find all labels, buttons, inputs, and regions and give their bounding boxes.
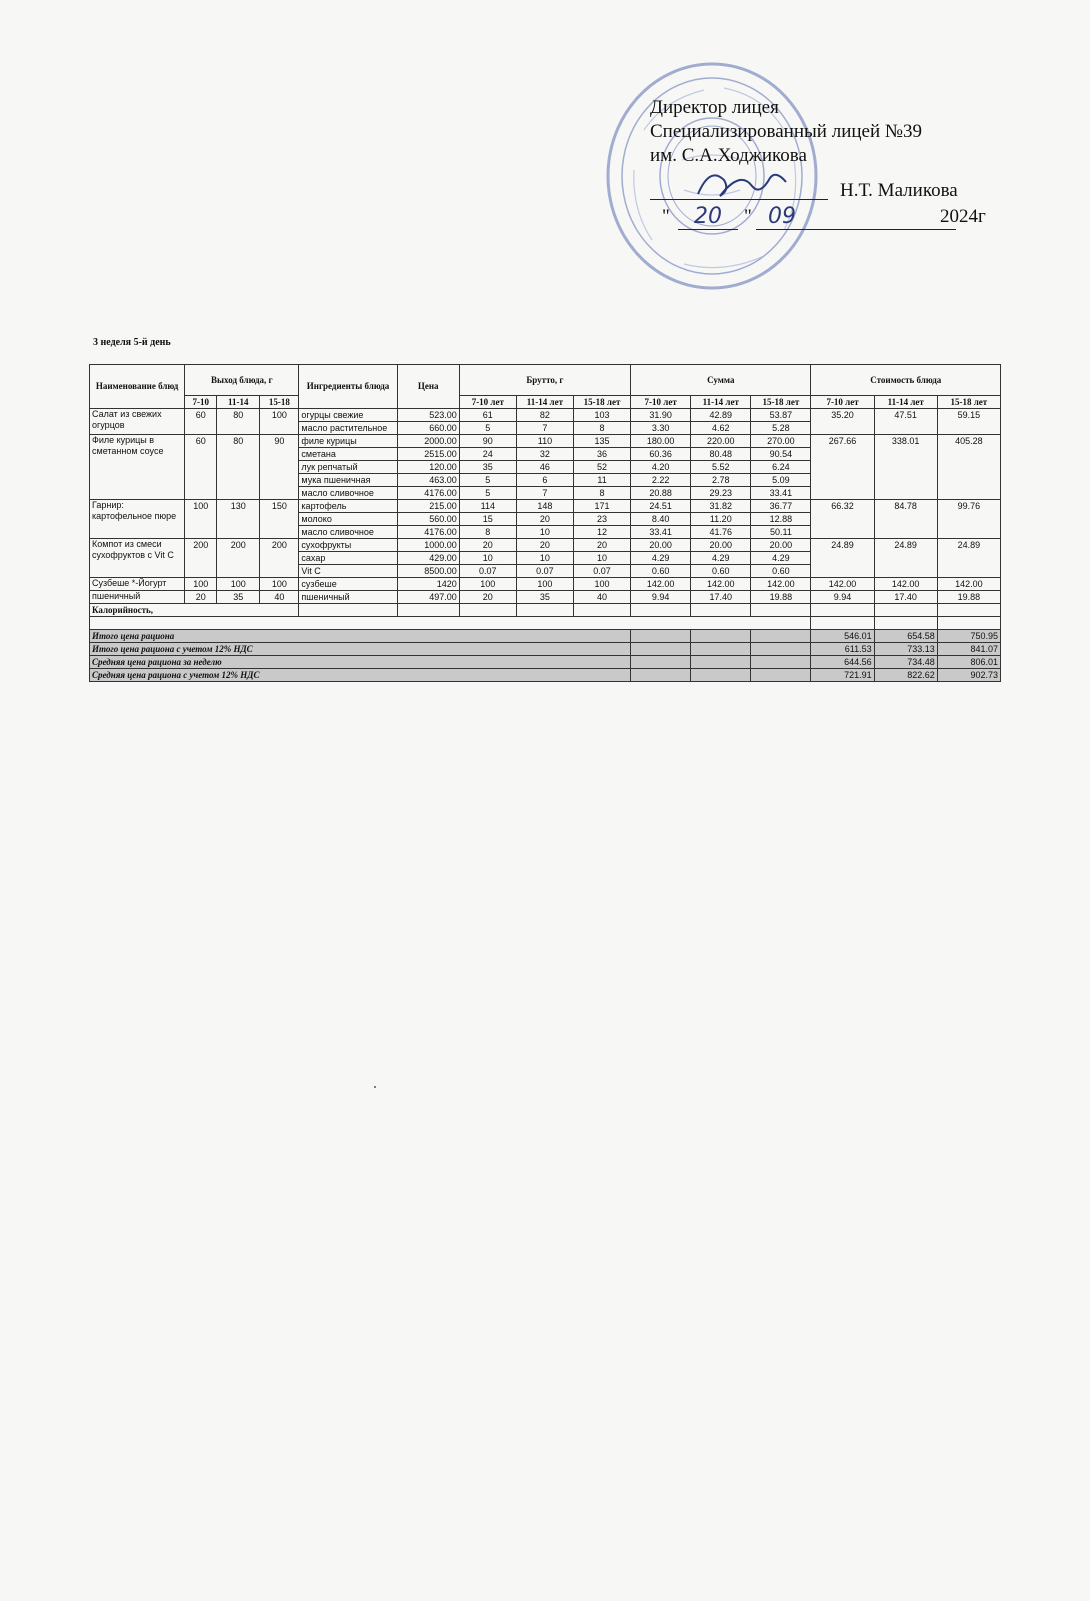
empty-cell [459, 604, 516, 617]
table-row [90, 591, 1001, 604]
total-row [90, 643, 1001, 656]
ingredient-sum: 5.28 [751, 422, 811, 435]
ingredient-sum: 33.41 [631, 526, 691, 539]
header-age: 11-14 лет [874, 396, 937, 409]
dish-cost: 35.20 [811, 409, 874, 435]
empty-cell [631, 630, 691, 643]
ingredient-price: 523.00 [397, 409, 459, 422]
gross-weight: 148 [516, 500, 573, 513]
gross-weight: 0.07 [459, 565, 516, 578]
gross-weight: 20 [516, 513, 573, 526]
header-gross: Брутто, г [459, 365, 630, 396]
total-value: 721.91 [811, 669, 874, 682]
ingredient-name: масло сливочное [299, 526, 397, 539]
total-label: Итого цена рациона с учетом 12% НДС [90, 643, 631, 656]
dish-name: Сузбеше *-Йогурт [90, 578, 185, 591]
empty-cell [631, 604, 691, 617]
ingredient-sum: 5.52 [691, 461, 751, 474]
dish-name: Филе курицы в сметанном соусе [90, 435, 185, 500]
header-sum: Сумма [631, 365, 811, 396]
empty-cell [691, 669, 751, 682]
gross-weight: 52 [573, 461, 630, 474]
ingredient-sum: 33.41 [751, 487, 811, 500]
gross-weight: 8 [573, 422, 630, 435]
gross-weight: 35 [516, 591, 573, 604]
ingredient-sum: 31.90 [631, 409, 691, 422]
gross-weight: 10 [516, 526, 573, 539]
ingredient-sum: 4.29 [631, 552, 691, 565]
dish-output: 20 [185, 591, 217, 604]
gross-weight: 6 [516, 474, 573, 487]
handwritten-signature [690, 160, 800, 204]
gross-weight: 8 [459, 526, 516, 539]
dish-output: 200 [217, 539, 260, 578]
ingredient-name: Vit C [299, 565, 397, 578]
empty-cell [811, 604, 874, 617]
empty-cell [751, 604, 811, 617]
ingredient-sum: 220.00 [691, 435, 751, 448]
gross-weight: 103 [573, 409, 630, 422]
gross-weight: 20 [516, 539, 573, 552]
empty-cell [516, 604, 573, 617]
total-value: 822.62 [874, 669, 937, 682]
total-value: 902.73 [937, 669, 1000, 682]
ingredient-name: молоко [299, 513, 397, 526]
ingredient-sum: 17.40 [691, 591, 751, 604]
approval-named-after: им. С.А.Ходжикова [650, 145, 807, 166]
gross-weight: 7 [516, 422, 573, 435]
gross-weight: 10 [459, 552, 516, 565]
ingredient-sum: 0.60 [751, 565, 811, 578]
empty-cell [937, 617, 1000, 630]
ingredient-price: 4176.00 [397, 526, 459, 539]
dish-cost: 267.66 [811, 435, 874, 500]
ingredient-sum: 42.89 [691, 409, 751, 422]
gross-weight: 10 [516, 552, 573, 565]
gross-weight: 8 [573, 487, 630, 500]
ingredient-sum: 142.00 [631, 578, 691, 591]
ingredient-sum: 270.00 [751, 435, 811, 448]
empty-cell [751, 669, 811, 682]
ingredient-name: мука пшеничная [299, 474, 397, 487]
ingredient-sum: 142.00 [751, 578, 811, 591]
ingredient-sum: 9.94 [631, 591, 691, 604]
total-label: Средняя цена рациона за неделю [90, 656, 631, 669]
menu-body [90, 409, 1001, 682]
ingredient-sum: 2.78 [691, 474, 751, 487]
table-row [90, 409, 1001, 422]
ingredient-sum: 36.77 [751, 500, 811, 513]
dish-cost: 84.78 [874, 500, 937, 539]
total-value: 654.58 [874, 630, 937, 643]
ingredient-sum: 3.30 [631, 422, 691, 435]
total-value: 644.56 [811, 656, 874, 669]
ingredient-sum: 20.00 [751, 539, 811, 552]
total-row [90, 656, 1001, 669]
header-age: 11-14 [217, 396, 260, 409]
ingredient-sum: 4.29 [751, 552, 811, 565]
dish-name: Гарнир: картофельное пюре [90, 500, 185, 539]
empty-cell [631, 656, 691, 669]
ingredient-price: 4176.00 [397, 487, 459, 500]
empty-cell [874, 604, 937, 617]
ingredient-sum: 90.54 [751, 448, 811, 461]
dish-output: 60 [185, 435, 217, 500]
empty-cell [691, 656, 751, 669]
header-price: Цена [397, 365, 459, 409]
gross-weight: 61 [459, 409, 516, 422]
total-value: 733.13 [874, 643, 937, 656]
header-age: 7-10 [185, 396, 217, 409]
dish-output: 130 [217, 500, 260, 539]
approval-organization: Специализированный лицей №39 [650, 121, 923, 142]
header-age: 15-18 лет [751, 396, 811, 409]
header-age: 15-18 [260, 396, 299, 409]
ingredient-sum: 50.11 [751, 526, 811, 539]
ingredient-name: сахар [299, 552, 397, 565]
table-row [90, 435, 1001, 448]
header-ingredients: Ингредиенты блюда [299, 365, 397, 409]
dish-cost: 47.51 [874, 409, 937, 435]
calories-row [90, 604, 1001, 617]
gross-weight: 11 [573, 474, 630, 487]
ingredient-price: 120.00 [397, 461, 459, 474]
header-age: 7-10 лет [811, 396, 874, 409]
ingredient-price: 497.00 [397, 591, 459, 604]
total-label: Средняя цена рациона с учетом 12% НДС [90, 669, 631, 682]
dish-output: 100 [185, 500, 217, 539]
ingredient-sum: 41.76 [691, 526, 751, 539]
gross-weight: 5 [459, 487, 516, 500]
ingredient-sum: 60.36 [631, 448, 691, 461]
gross-weight: 100 [516, 578, 573, 591]
ingredient-price: 429.00 [397, 552, 459, 565]
empty-cell [691, 630, 751, 643]
ingredient-sum: 11.20 [691, 513, 751, 526]
ingredient-price: 1420 [397, 578, 459, 591]
ingredient-sum: 5.09 [751, 474, 811, 487]
gross-weight: 36 [573, 448, 630, 461]
header-age: 11-14 лет [516, 396, 573, 409]
dish-name: Компот из смеси сухофруктов с Vit C [90, 539, 185, 578]
total-value: 734.48 [874, 656, 937, 669]
ingredient-name: масло сливочное [299, 487, 397, 500]
ingredient-name: филе курицы [299, 435, 397, 448]
dish-output: 90 [260, 435, 299, 500]
header-age: 7-10 лет [631, 396, 691, 409]
empty-cell [691, 604, 751, 617]
total-value: 611.53 [811, 643, 874, 656]
gross-weight: 32 [516, 448, 573, 461]
total-value: 806.01 [937, 656, 1000, 669]
ingredient-sum: 20.00 [631, 539, 691, 552]
ingredient-price: 1000.00 [397, 539, 459, 552]
gross-weight: 100 [573, 578, 630, 591]
header-age: 15-18 лет [573, 396, 630, 409]
empty-cell [874, 617, 937, 630]
dish-output: 100 [260, 409, 299, 435]
ingredient-name: масло растительное [299, 422, 397, 435]
gross-weight: 90 [459, 435, 516, 448]
dish-cost: 142.00 [811, 578, 874, 591]
gross-weight: 0.07 [516, 565, 573, 578]
ingredient-sum: 180.00 [631, 435, 691, 448]
ingredient-name: лук репчатый [299, 461, 397, 474]
ingredient-sum: 20.00 [691, 539, 751, 552]
gross-weight: 10 [573, 552, 630, 565]
ingredient-sum: 6.24 [751, 461, 811, 474]
dish-output: 80 [217, 435, 260, 500]
dish-cost: 17.40 [874, 591, 937, 604]
empty-cell [397, 604, 459, 617]
table-row [90, 500, 1001, 513]
approval-position: Директор лицея [650, 97, 779, 118]
ingredient-sum: 142.00 [691, 578, 751, 591]
dish-output: 40 [260, 591, 299, 604]
empty-cell [631, 643, 691, 656]
ingredient-price: 463.00 [397, 474, 459, 487]
total-value: 841.07 [937, 643, 1000, 656]
dish-output: 200 [260, 539, 299, 578]
dish-cost: 338.01 [874, 435, 937, 500]
ingredient-name: сметана [299, 448, 397, 461]
gross-weight: 23 [573, 513, 630, 526]
menu-cost-table [89, 364, 1001, 682]
header-age: 11-14 лет [691, 396, 751, 409]
gross-weight: 110 [516, 435, 573, 448]
ingredient-name: сухофрукты [299, 539, 397, 552]
dish-cost: 24.89 [874, 539, 937, 578]
header-dish: Наименование блюд [90, 365, 185, 409]
gross-weight: 20 [459, 591, 516, 604]
gross-weight: 82 [516, 409, 573, 422]
ingredient-price: 660.00 [397, 422, 459, 435]
ingredient-price: 2000.00 [397, 435, 459, 448]
dish-cost: 405.28 [937, 435, 1000, 500]
ingredient-name: пшеничный [299, 591, 397, 604]
ingredient-sum: 8.40 [631, 513, 691, 526]
menu-day-title: 3 неделя 5-й день [93, 337, 171, 348]
ingredient-sum: 53.87 [751, 409, 811, 422]
dish-cost: 9.94 [811, 591, 874, 604]
header-output: Выход блюда, г [185, 365, 299, 396]
dish-output: 150 [260, 500, 299, 539]
gross-weight: 12 [573, 526, 630, 539]
empty-cell [299, 604, 397, 617]
ingredient-price: 2515.00 [397, 448, 459, 461]
ingredient-sum: 2.22 [631, 474, 691, 487]
quote-close: " [744, 206, 752, 227]
ingredient-sum: 20.88 [631, 487, 691, 500]
gross-weight: 46 [516, 461, 573, 474]
gross-weight: 171 [573, 500, 630, 513]
ingredient-price: 8500.00 [397, 565, 459, 578]
gross-weight: 20 [573, 539, 630, 552]
empty-cell [751, 630, 811, 643]
gross-weight: 40 [573, 591, 630, 604]
ingredient-price: 215.00 [397, 500, 459, 513]
blank-row [90, 617, 1001, 630]
dish-output: 100 [217, 578, 260, 591]
dish-cost: 19.88 [937, 591, 1000, 604]
gross-weight: 135 [573, 435, 630, 448]
dish-cost: 99.76 [937, 500, 1000, 539]
gross-weight: 0.07 [573, 565, 630, 578]
date-month: 09 [756, 204, 956, 230]
ingredient-name: сузбеше [299, 578, 397, 591]
dish-cost: 142.00 [874, 578, 937, 591]
gross-weight: 15 [459, 513, 516, 526]
ingredient-sum: 12.88 [751, 513, 811, 526]
dish-output: 200 [185, 539, 217, 578]
ingredient-sum: 29.23 [691, 487, 751, 500]
table-row [90, 539, 1001, 552]
total-row [90, 630, 1001, 643]
total-row [90, 669, 1001, 682]
dish-output: 60 [185, 409, 217, 435]
total-value: 750.95 [937, 630, 1000, 643]
gross-weight: 100 [459, 578, 516, 591]
ingredient-sum: 0.60 [691, 565, 751, 578]
dish-cost: 24.89 [811, 539, 874, 578]
ingredient-sum: 80.48 [691, 448, 751, 461]
director-name: Н.Т. Маликова [840, 180, 958, 201]
date-day: 20 [678, 204, 738, 230]
dish-output: 80 [217, 409, 260, 435]
empty-cell [811, 617, 874, 630]
dish-cost: 66.32 [811, 500, 874, 539]
ingredient-sum: 31.82 [691, 500, 751, 513]
dish-cost: 142.00 [937, 578, 1000, 591]
quote-open: " [662, 206, 670, 227]
empty-cell [751, 643, 811, 656]
gross-weight: 35 [459, 461, 516, 474]
dish-name: пшеничный [90, 591, 185, 604]
speck [374, 1086, 376, 1088]
gross-weight: 7 [516, 487, 573, 500]
empty-cell [937, 604, 1000, 617]
approval-block [650, 96, 922, 168]
ingredient-name: картофель [299, 500, 397, 513]
ingredient-price: 560.00 [397, 513, 459, 526]
calories-label: Калорийность, [90, 604, 299, 617]
ingredient-sum: 24.51 [631, 500, 691, 513]
empty-cell [90, 617, 811, 630]
dish-name: Салат из свежих огурцов [90, 409, 185, 435]
empty-cell [573, 604, 630, 617]
ingredient-sum: 19.88 [751, 591, 811, 604]
dish-output: 100 [260, 578, 299, 591]
total-label: Итого цена рациона [90, 630, 631, 643]
header-cost: Стоимость блюда [811, 365, 1001, 396]
gross-weight: 114 [459, 500, 516, 513]
dish-cost: 24.89 [937, 539, 1000, 578]
empty-cell [751, 656, 811, 669]
gross-weight: 5 [459, 422, 516, 435]
header-age: 15-18 лет [937, 396, 1000, 409]
date-year: 2024г [940, 206, 986, 227]
gross-weight: 20 [459, 539, 516, 552]
dish-cost: 59.15 [937, 409, 1000, 435]
gross-weight: 24 [459, 448, 516, 461]
ingredient-name: огурцы свежие [299, 409, 397, 422]
header-age: 7-10 лет [459, 396, 516, 409]
dish-output: 100 [185, 578, 217, 591]
table-row [90, 578, 1001, 591]
gross-weight: 5 [459, 474, 516, 487]
dish-output: 35 [217, 591, 260, 604]
ingredient-sum: 4.29 [691, 552, 751, 565]
ingredient-sum: 0.60 [631, 565, 691, 578]
ingredient-sum: 4.62 [691, 422, 751, 435]
ingredient-sum: 4.20 [631, 461, 691, 474]
total-value: 546.01 [811, 630, 874, 643]
empty-cell [691, 643, 751, 656]
empty-cell [631, 669, 691, 682]
